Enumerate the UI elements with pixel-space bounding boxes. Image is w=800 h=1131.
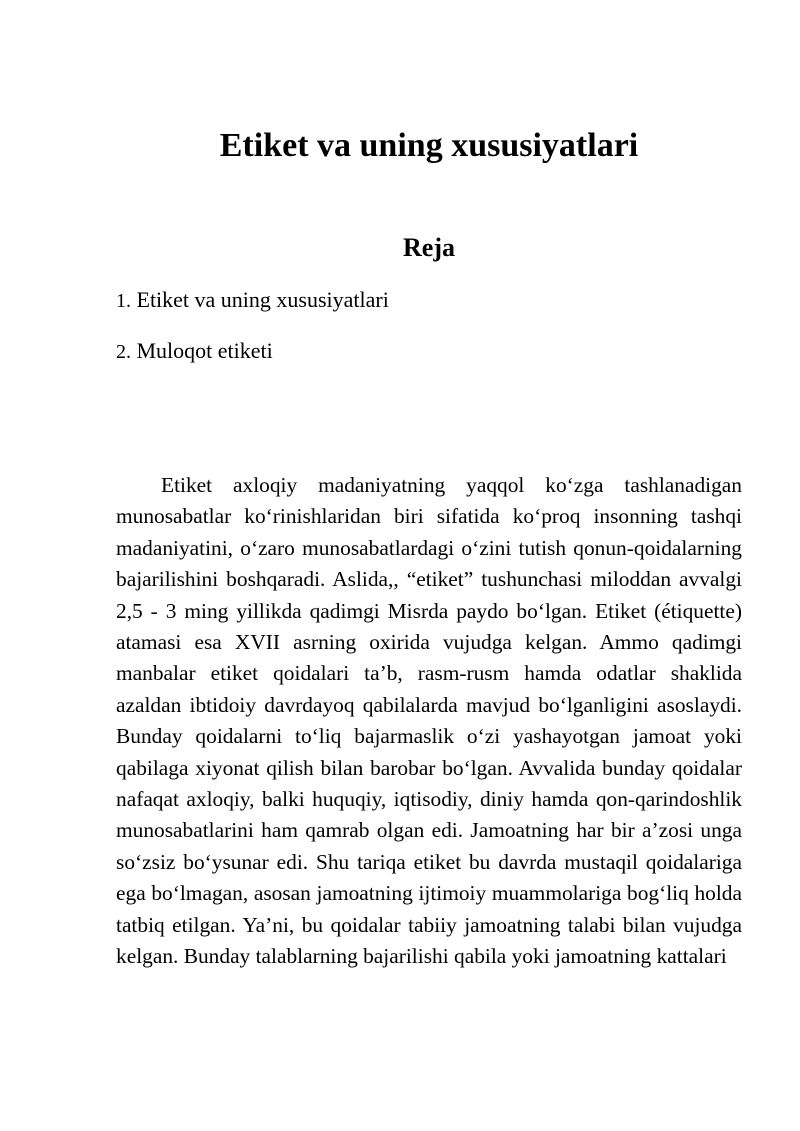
plan-list [116,286,389,388]
body-paragraph: Etiket axloqiy madaniyatning yaqqol koʻzga tashlanadigan munosabatlar koʻrinishlaridan biri sifatida koʻproq insonning tashqi madaniyatini, oʻzaro munosabatlardagi oʻzini tutish qonun-qoidalarning bajarilishini boshqaradi. Aslida,, “etiket” tushunchasi miloddan avvalgi 2,5 - 3 ming yillikda qadimgi Misrda paydo boʻlgan. Etiket (étiquette) atamasi esa XVII asrning oxirida vujudga kelgan. Ammo qadimgi manbalar etiket qoidalari taʼb, rasm-rusm hamda odatlar shaklida azaldan ibtidoiy davrdayoq qabilalarda mavjud boʻlganligini asoslaydi. Bunday qoidalarni toʻliq bajarmaslik oʻzi yashayotgan jamoat yoki qabilaga xiyonat qilish bilan barobar boʻlgan. Avvalida bunday qoidalar nafaqat axloqiy, balki huquqiy, iqtisodiy, diniy hamda qon-qarindoshlik munosabatlarini ham qamrab olgan edi. Jamoatning har bir aʼzosi unga soʻzsiz boʻysunar edi. Shu tariqa etiket bu davrda mustaqil qoidalariga ega boʻlmagan, asosan jamoatning ijtimoiy muammolariga bogʻliq holda tatbiq etilgan. Yaʼni, bu qoidalar tabiiy jamoatning talabi bilan vujudga kelgan. Bunday talablarning bajarilishi qabila yoki jamoatning kattalari [116,473,742,969]
plan-item-number: 1. [116,290,131,312]
plan-item-number: 2. [116,341,131,363]
plan-item [116,337,389,366]
plan-item [116,286,389,315]
plan-heading: Reja [403,233,455,262]
plan-item-text: Muloqot etiketi [136,338,273,363]
plan-item-text: Etiket va uning xususiyatlari [136,287,389,312]
document-title: Etiket va uning xususiyatlari [219,127,639,164]
